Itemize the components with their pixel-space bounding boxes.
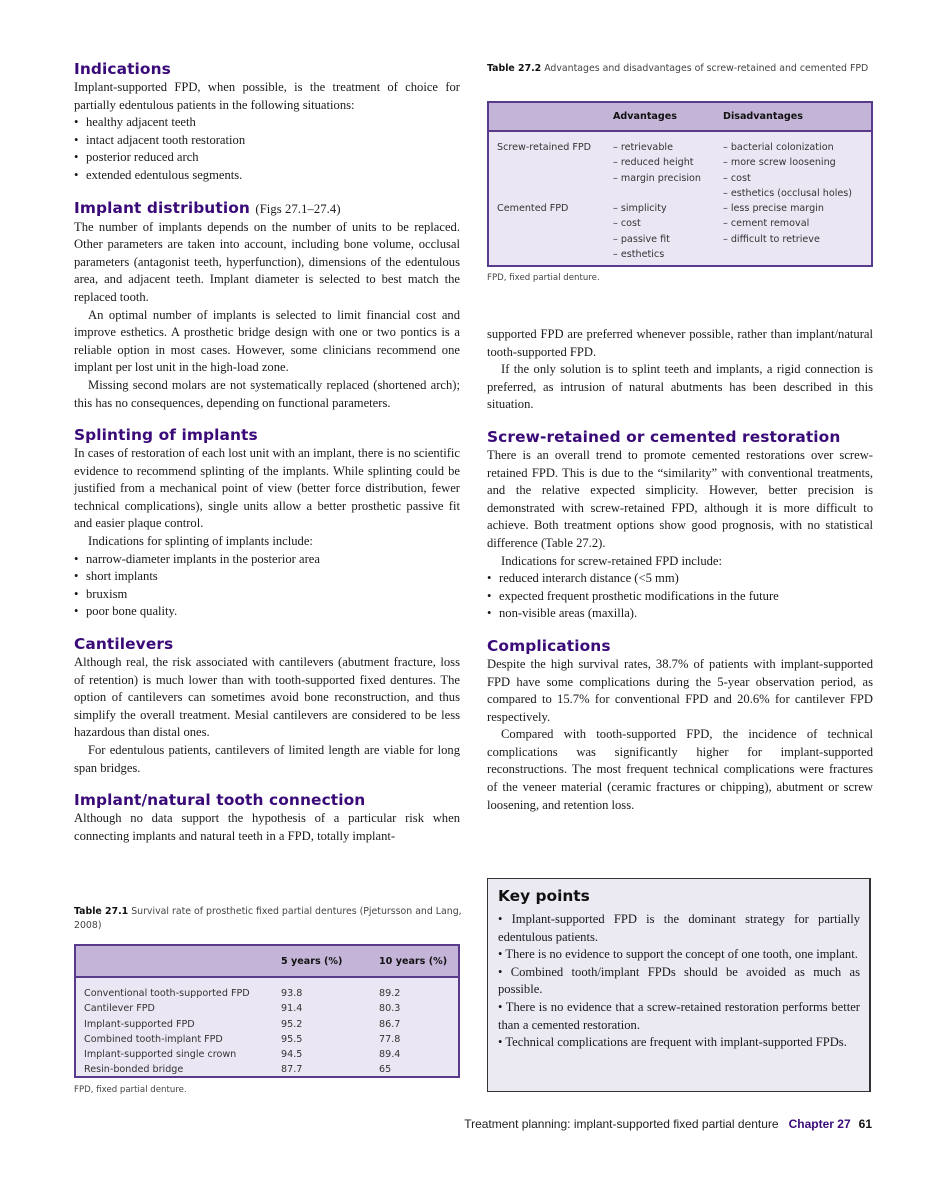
table-row	[497, 140, 871, 201]
running-title: Treatment planning: implant-supported fixed partial denture	[464, 1117, 779, 1131]
table-cell: Cantilever FPD	[84, 1003, 155, 1015]
list-item: • narrow-diameter implants in the posterior area	[74, 551, 460, 569]
list-item: – retrievable	[613, 142, 673, 153]
list-item: – difficult to retrieve	[723, 233, 820, 245]
key-points-box	[487, 878, 871, 1092]
list-item: – margin precision	[613, 172, 702, 184]
table-body	[489, 132, 871, 262]
caption-text: Advantages and disadvantages of screw-retained and cemented FPD	[544, 63, 869, 74]
heading-cantilevers: Cantilevers	[74, 635, 174, 654]
table-cell: Conventional tooth-supported FPD	[84, 988, 250, 999]
key-points-heading: Key points	[498, 887, 590, 905]
table-27-1-caption	[74, 905, 464, 933]
table-cell: 65	[379, 1064, 392, 1076]
indications-list	[74, 114, 460, 184]
chapter-label: Chapter 27	[788, 1117, 851, 1131]
heading-splinting: Splinting of implants	[74, 426, 258, 445]
table-cell: 93.8	[281, 988, 303, 999]
table-row	[84, 1047, 458, 1062]
paragraph: Missing second molars are not systematically replaced (shortened arch); this has no consequences, depending on functional parameters.	[74, 377, 460, 410]
list-item: – reduced height	[613, 157, 694, 169]
advantages-cell	[613, 140, 723, 201]
table-cell: Implant-supported single crown	[84, 1049, 237, 1061]
indications-intro: Implant-supported FPD, when possible, is the treatment of choice for partially edentulous patients in the following situations:	[74, 80, 460, 112]
key-point: • There is no evidence to support the concept of one tooth, one implant.	[498, 947, 858, 962]
paragraph: Indications for splinting of implants include:	[88, 534, 313, 549]
heading-indications: Indications	[74, 60, 171, 78]
caption-text: Survival rate of prosthetic fixed partial dentures (Pjetursson and Lang, 2008)	[74, 906, 462, 931]
header-cell: Advantages	[613, 111, 677, 122]
key-point: • Technical complications are frequent with implant-supported FPDs.	[498, 1035, 847, 1050]
paragraph: supported FPD are preferred whenever possible, rather than implant/natural tooth-supported FPD.	[487, 327, 873, 359]
paragraph: The number of implants depends on the number of units to be replaced. Other parameters are taken into account, including bone volume, occlusal parameters (antagonist teeth, hyperfunction), dimensions of the edentulous area, and adjacent teeth. Implant diameter is selected to best match the replaced tooth.	[74, 219, 460, 304]
table-row	[84, 1032, 458, 1047]
list-item: • bruxism	[74, 586, 460, 604]
list-item: • posterior reduced arch	[74, 149, 460, 167]
table-cell: Implant-supported FPD	[84, 1018, 195, 1030]
table-row	[497, 201, 871, 262]
table-cell: 87.7	[281, 1064, 303, 1076]
paragraph: For edentulous patients, cantilevers of limited length are viable for long span bridges.	[74, 743, 460, 775]
list-item: – passive fit	[613, 233, 670, 245]
list-item: • non-visible areas (maxilla).	[487, 605, 873, 623]
row-label: Cemented FPD	[497, 203, 569, 215]
table-label: Table 27.2	[487, 63, 542, 74]
list-item: – esthetics (occlusal holes)	[723, 187, 853, 199]
table-row	[84, 1017, 458, 1032]
paragraph: Compared with tooth-supported FPD, the incidence of technical complications was significantly higher for implant-supported reconstructions. The most frequent technical complications were fractures of the veneer material (ceramic fractures or chipping), abutment or screw loosening, and retention loss.	[487, 727, 873, 812]
heading-text: Implant distribution	[74, 198, 250, 217]
table-cell: 95.5	[281, 1033, 303, 1045]
table-cell: 95.2	[281, 1018, 303, 1030]
row-label: Screw-retained FPD	[497, 142, 592, 153]
list-item: • short implants	[74, 568, 460, 586]
splinting-list	[74, 551, 460, 621]
table-27-2-footnote: FPD, fixed partial denture.	[487, 273, 600, 283]
table-cell: Combined tooth-implant FPD	[84, 1033, 223, 1045]
table-row	[84, 1062, 458, 1077]
paragraph: Although real, the risk associated with cantilevers (abutment fracture, loss of retention) is much lower than with tooth-supported fixed dentures. The option of cantilevers can sometimes avoid bone reconstruction, and thus simplify the overall treatment. Mesial cantilevers are considered to be less hazardous than distal ones.	[74, 655, 460, 740]
heading-implant-distribution	[74, 199, 460, 219]
right-column	[487, 326, 873, 814]
table-cell: 91.4	[281, 1003, 303, 1015]
table-header	[76, 946, 458, 978]
disadvantages-cell	[723, 201, 824, 262]
left-column	[74, 60, 460, 845]
table-cell: 80.3	[379, 1003, 401, 1015]
advantages-cell	[613, 201, 723, 262]
list-item: • poor bone quality.	[74, 603, 460, 621]
table-27-1	[74, 944, 460, 1078]
table-row	[84, 1001, 458, 1016]
list-item: – more screw loosening	[723, 157, 836, 169]
list-item: • extended edentulous segments.	[74, 167, 460, 185]
key-point: • Combined tooth/implant FPDs should be avoided as much as possible.	[498, 964, 860, 997]
list-item: – less precise margin	[723, 203, 824, 215]
table-27-2	[487, 101, 873, 267]
table-27-1-footnote: FPD, fixed partial denture.	[74, 1085, 187, 1095]
list-item: – cost	[723, 172, 751, 184]
paragraph: An optimal number of implants is selected to limit financial cost and improve esthetics. A prosthetic bridge design with one or two pontics is a reliable option in most cases. However, some clinicians recommend one implant per lost unit in the high-load zone.	[74, 307, 460, 375]
key-point: • Implant-supported FPD is the dominant strategy for partially edentulous patients.	[498, 912, 860, 944]
table-cell: Resin-bonded bridge	[84, 1064, 184, 1076]
list-item: – cement removal	[723, 218, 810, 230]
table-cell: 89.4	[379, 1049, 401, 1061]
list-item: – cost	[613, 218, 641, 230]
list-item: • expected frequent prosthetic modifications in the future	[487, 588, 873, 606]
heading-complications: Complications	[487, 636, 611, 655]
paragraph: Although no data support the hypothesis of a particular risk when connecting implants and natural teeth in a FPD, totally implant-	[74, 811, 460, 843]
table-cell: 77.8	[379, 1033, 401, 1045]
key-point: • There is no evidence that a screw-retained restoration performs better than a cemented restoration.	[498, 999, 860, 1032]
heading-screw-retained: Screw-retained or cemented restoration	[487, 427, 841, 446]
disadvantages-cell	[723, 140, 852, 201]
table-label: Table 27.1	[74, 906, 129, 917]
table-cell: 86.7	[379, 1018, 401, 1030]
paragraph: There is an overall trend to promote cemented restorations over screw-retained FPD. This is due to the “similarity” with conventional treatments, and the relative expected simplicity. However, better precision is demonstrated with screw-retained FPD, although it is more difficult to achieve. Both treatment options show good prognosis, with no statistical difference (Table 27.2).	[487, 447, 873, 550]
page-number: 61	[858, 1117, 872, 1131]
header-cell: 10 years (%)	[379, 955, 448, 967]
screw-list	[487, 570, 873, 623]
list-item: • reduced interarch distance (<5 mm)	[487, 570, 873, 588]
page-footer	[464, 1117, 872, 1131]
header-cell: 5 years (%)	[281, 955, 343, 967]
heading-connection: Implant/natural tooth connection	[74, 791, 366, 810]
table-body	[76, 978, 458, 1078]
table-cell: 89.2	[379, 988, 401, 999]
paragraph: If the only solution is to splint teeth and implants, a rigid connection is preferred, as intrusion of natural abutments has been described in this situation.	[487, 362, 873, 412]
paragraph: Indications for screw-retained FPD include:	[501, 553, 723, 568]
table-header	[489, 103, 871, 132]
list-item: • intact adjacent tooth restoration	[74, 132, 460, 150]
paragraph: Despite the high survival rates, 38.7% of patients with implant-supported FPD have some complications during the 5-year observation period, as compared to 15.7% for conventional FPD and 20.6% for cantilever FPD respectively.	[487, 656, 873, 724]
table-row	[84, 986, 458, 1001]
paragraph: In cases of restoration of each lost unit with an implant, there is no scientific evidence to recommend splinting of the implants. While splinting could be justified from a mechanical point of view (better force distribution, fewer technical complications), single units allow a better prosthetic passive fit and easier plaque control.	[74, 446, 460, 531]
table-27-2-caption	[487, 62, 875, 76]
table-cell: 94.5	[281, 1049, 303, 1061]
list-item: – esthetics	[613, 249, 665, 261]
list-item: • healthy adjacent teeth	[74, 114, 460, 132]
header-cell: Disadvantages	[723, 111, 804, 122]
list-item: – bacterial colonization	[723, 142, 834, 153]
figure-reference: (Figs 27.1–27.4)	[255, 201, 341, 216]
list-item: – simplicity	[613, 203, 667, 215]
